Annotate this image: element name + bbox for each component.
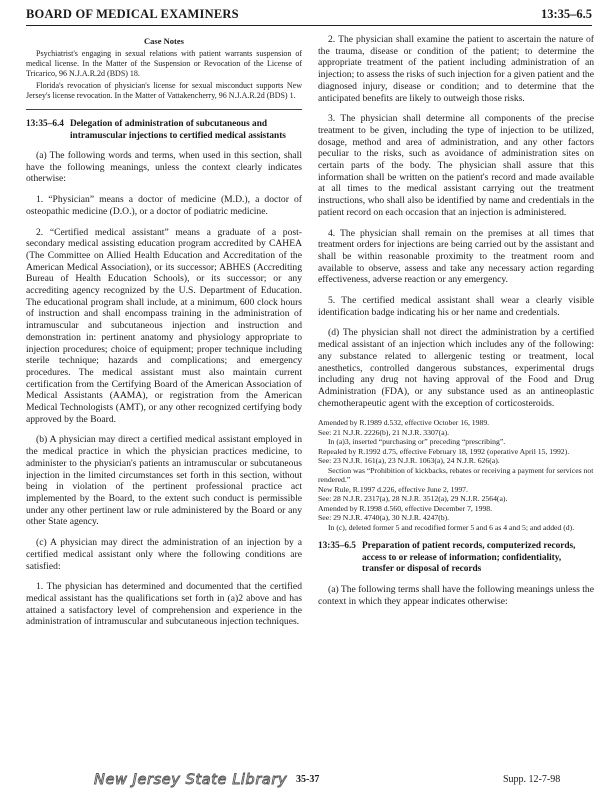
- section-heading-6-5: [318, 541, 594, 576]
- running-header: [26, 4, 592, 26]
- chapter-title: BOARD OF MEDICAL EXAMINERS: [26, 7, 239, 21]
- history-note: See: 29 N.J.R. 4740(a), 30 N.J.R. 4247(b).: [318, 513, 450, 523]
- paragraph: (c) A physician may direct the administration of an injection by a certified medical assistant only where the following conditions are satisfied:: [26, 537, 302, 572]
- library-watermark: New Jersey State Library: [94, 772, 288, 788]
- history-note: Section was “Prohibition of kickbacks, rebates or receiving a payment for services not rendered.”: [318, 465, 594, 485]
- section-title: Delegation of administration of subcutaneous and intramuscular injections to certified medical assistants: [69, 119, 286, 141]
- section-heading-6-4: [26, 119, 302, 142]
- paragraph: 4. The physician shall remain on the premises at all times that treatment orders for injections are being carried out by the assistant and shall be within reasonable proximity to the treatment room and available to observe, assess and take any necessary action regarding effectiveness, adverse reaction or any emergency.: [318, 227, 594, 286]
- page-number: 35-37: [296, 774, 320, 785]
- history-note: In (c), deleted former 5 and recodified former 5 and 6 as 4 and 5; and added (d).: [328, 522, 575, 532]
- history-note: See: 23 N.J.R. 161(a), 23 N.J.R. 1063(a), 24 N.J.R. 626(a).: [318, 456, 500, 466]
- paragraph: (b) A physician may direct a certified medical assistant employed in the medical practice in which the physician practices medicine, to administer to the physician's patients an intramuscular or subcutaneous injection in the limited circumstances set forth in this section, without being in violation of the pertinent professional practice act implemented by the Board, to the extent such conduct is permissible under any other pertinent law or rule administered by the Board or any other State agency.: [26, 434, 302, 528]
- paragraph: 2. The physician shall examine the patient to ascertain the nature of the trauma, disease or condition of the patient; to determine the appropriate treatment of the patient including administration of an injection; to assess the risks of such injection for a given patient and the diagnosed injury, disease or condition; and to determine that the anticipated benefits are likely to outweigh those risks.: [318, 34, 594, 104]
- paragraph: 3. The physician shall determine all components of the precise treatment to be given, including the type of injection to be utilized, dosage, method and area of administration, and any other factors peculiar to the risks, such as avoidance of administration sites on certain parts of the body. The physician shall assure that this information shall be written on the patient's record and made available at all times to the medical assistant carrying out the treatment instructions, who shall also be identified by name and credentials in the patient record on each occasion that an injection is administered.: [318, 113, 594, 218]
- paragraph: (d) The physician shall not direct the administration by a certified medical assistant of an injection which includes any of the following: any substance related to allergenic testing or treatment, local anesthetics, controlled dangerous substances, experimental drugs including any drug not having approval of the Food and Drug Administration (FDA), or any substance used as an antineoplastic chemotherapeutic agent with the exception of corticosteroids.: [318, 327, 594, 409]
- history-note: Amended by R.1989 d.532, effective October 16, 1989.: [318, 418, 490, 428]
- history-note: See: 21 N.J.R. 2226(b), 21 N.J.R. 3307(a).: [318, 427, 450, 437]
- paragraph: (a) The following words and terms, when used in this section, shall have the following meanings, unless the context clearly indicates otherwise:: [26, 150, 302, 185]
- paragraph: 2. “Certified medical assistant” means a graduate of a post-secondary medical assisting education program accredited by CAHEA (The Committee on Allied Health Education and Accreditation of the American Medical Association), or its successor; ABHES (Accrediting Bureau of Health Education Schools), or its successor; or any accrediting agency recognized by the U.S. Department of Education. The educational program shall include, at a minimum, 600 clock hours of instruction and shall encompass training in the administration of intramuscular and subcutaneous injection and instruction and demonstration in: pertinent anatomy and physiology appropriate to injection procedures; choice of equipment; proper technique including sterile technique; hazards and complications; and emergency procedures. The medical assistant must also maintain current certification from the Certifying Board of the American Association of Medical Assistants (AAMA), or registration from the American Medical Technologists (AMT), or any other recognized certifying body approved by the Board.: [26, 226, 302, 425]
- case-notes-divider: [26, 109, 302, 110]
- right-column: [318, 34, 594, 616]
- history-note: See: 28 N.J.R. 2317(a), 28 N.J.R. 3512(a), 29 N.J.R. 2564(a).: [318, 494, 508, 504]
- section-number: 13:35–6.4: [26, 119, 64, 129]
- case-note: Florida's revocation of physician's license for sexual misconduct supports New Jersey's license revocation. In the Matter of Vattakencherry, 96 N.J.A.R.2d (BDS) 1.: [26, 81, 302, 100]
- paragraph: 5. The certified medical assistant shall wear a clearly visible identification badge indicating his or her name and credentials.: [318, 295, 594, 318]
- history-note: Amended by R.1998 d.560, effective December 7, 1998.: [318, 503, 493, 513]
- case-notes-title: Case Notes: [144, 36, 184, 46]
- section-number: 13:35–6.5: [318, 541, 356, 552]
- paragraph: 1. “Physician” means a doctor of medicine (M.D.), a doctor of osteopathic medicine (D.O.), or a doctor of podiatric medicine.: [26, 194, 302, 217]
- page-footer: [0, 770, 613, 794]
- left-column: [26, 34, 302, 637]
- case-note: Psychiatrist's engaging in sexual relations with patient warrants suspension of medical license. In the Matter of the Suspension or Revocation of the License of Tricarico, 96 N.J.A.R.2d (BDS) 18.: [26, 49, 302, 78]
- header-rule: [26, 25, 592, 26]
- header-section-ref: 13:35–6.5: [540, 7, 592, 21]
- history-note: New Rule, R.1997 d.226, effective June 2, 1997.: [318, 484, 468, 494]
- paragraph: 1. The physician has determined and documented that the certified medical assistant has the qualifications set forth in (a)2 above and has attained a satisfactory level of comprehension and experience in the administration of intramuscular and subcutaneous injection techniques.: [26, 581, 302, 628]
- history-note: Repealed by R.1992 d.75, effective February 18, 1992 (operative April 15, 1992).: [318, 446, 570, 456]
- history-notes: [318, 418, 594, 532]
- supplement-date: Supp. 12-7-98: [503, 774, 561, 785]
- paragraph: (a) The following terms shall have the following meanings unless the context in which they appear indicates otherwise:: [318, 583, 594, 607]
- history-note: In (a)3, inserted “purchasing or” preceding “prescribing”.: [328, 437, 506, 447]
- section-title: Preparation of patient records, computerized records, access to or release of information; confidentiality, transfer or disposal of records: [361, 541, 576, 575]
